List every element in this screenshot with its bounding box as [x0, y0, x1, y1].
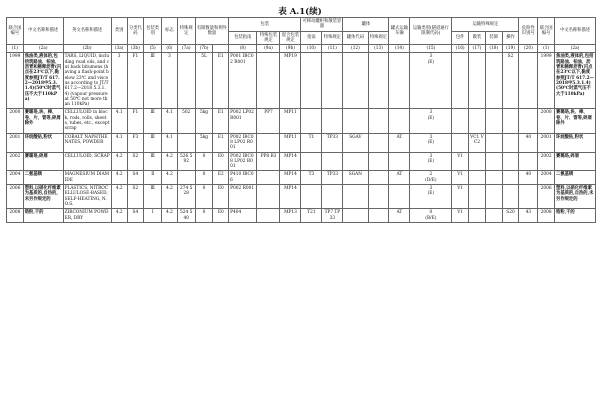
cell-s19	[502, 171, 519, 185]
cell-label: 4.2	[162, 171, 178, 185]
col-num: (15)	[410, 45, 452, 53]
cell-mp: MP13	[280, 209, 301, 223]
h-tankveh: 罐体	[343, 18, 389, 32]
cell-en: CELLULOID in block, rods, rolls, sheets, tubes, etc., except scrap	[64, 110, 110, 132]
cell-sp: 526 592	[177, 152, 195, 171]
cell-un2: 2004	[538, 171, 555, 185]
cell-code: F1	[127, 53, 144, 109]
cell-tks	[368, 185, 389, 209]
h-tankveh-special: 特殊规定	[368, 31, 389, 45]
col-num: (5)	[144, 45, 162, 53]
cell-sp: 524 540	[177, 209, 195, 223]
cell-tks	[368, 53, 389, 109]
cell-s19	[502, 133, 519, 152]
cell-pg: Ⅲ	[144, 53, 162, 109]
cell-lq: 0	[195, 171, 213, 185]
cell-un: 1999	[7, 53, 24, 109]
cell-veh	[389, 109, 410, 133]
cell-label: 4.1	[162, 133, 178, 152]
cell-cn: 环烷酸钴,粉状	[23, 133, 63, 152]
col-num: (11)	[322, 45, 343, 53]
cell-tks	[368, 152, 389, 171]
col-num: (16)	[452, 45, 469, 53]
cell-cn2: 二氨基镁	[555, 171, 596, 185]
cell-s16	[452, 53, 469, 109]
cell-pg: Ⅲ	[144, 185, 162, 209]
cell-en: MAGNESIUM DIAMIDE	[63, 171, 111, 185]
col-num: (1)	[7, 45, 24, 53]
cell-s18	[485, 209, 502, 223]
col-num: (3b)	[127, 45, 144, 53]
col-num: (2a)	[23, 45, 63, 53]
cell-ps	[257, 53, 280, 109]
cell-s16: V1	[452, 171, 469, 185]
cell-cat: 3 (E)	[410, 185, 452, 209]
col-num: (9a)	[257, 45, 280, 53]
cell-label: 4.2	[162, 185, 178, 209]
cell-en: COBALT NAPHTHENATES, POWDER	[63, 133, 111, 152]
cell-ts	[322, 185, 343, 209]
cell-sp	[177, 53, 195, 109]
h-label: 标志	[162, 18, 178, 45]
table-row	[7, 185, 596, 209]
col-num: (20)	[519, 45, 538, 53]
cell-mp: MP11	[280, 109, 301, 133]
col-num: (14)	[389, 45, 410, 53]
cell-s18	[485, 185, 502, 209]
cell-ti	[301, 53, 322, 109]
col-num: (6)	[162, 45, 178, 53]
h-mixed: 混合包装规定	[281, 32, 300, 43]
cell-tc	[343, 152, 368, 171]
cell-ps	[257, 133, 280, 152]
cell-tc: SGAN	[343, 171, 368, 185]
cell-s17	[469, 185, 486, 209]
col-num: (7a)	[177, 45, 195, 53]
table-row	[7, 109, 596, 133]
cell-cat: 3 (E)	[410, 109, 452, 133]
cell-s16: V1	[452, 152, 469, 171]
h-transport-cat: 运输类别(隧道通行限制代码)	[410, 18, 452, 45]
cell-cls: 4.2	[111, 209, 127, 223]
cell-code: S2	[127, 152, 144, 171]
h-class-code: 分类代码	[127, 18, 144, 45]
cell-mp: MP19	[280, 53, 301, 109]
h-tankveh-code: 罐体代码	[343, 31, 368, 45]
cell-cn: 赛璐珞,块、棒、卷、片、管等,碎屑除外	[23, 109, 63, 133]
cell-un: 2001	[7, 133, 24, 152]
table-row	[7, 152, 596, 171]
col-num: (7b)	[195, 45, 213, 53]
cell-un2: 2008	[538, 209, 555, 223]
cell-cn2: 锆粉,干的	[555, 209, 596, 223]
cell-tc	[343, 109, 368, 133]
cell-label: 4.1	[162, 109, 178, 133]
cell-ps	[257, 171, 280, 185]
cell-pg: Ⅲ	[144, 152, 162, 171]
column-number-row	[7, 45, 596, 53]
cell-ps: PP7	[257, 109, 280, 133]
h-transport-special: 运输特殊规定	[452, 18, 519, 32]
cell-s16: V1	[452, 209, 469, 223]
cell-un2: 2000	[538, 109, 555, 133]
cell-ts: TP7 TP33	[322, 209, 343, 223]
cell-s18	[485, 53, 502, 109]
cell-pi: P410 IBC06	[229, 171, 257, 185]
col-num: (9b)	[280, 45, 301, 53]
cell-tc	[343, 209, 368, 223]
cell-cn: 二氨基镁	[23, 171, 63, 185]
cell-ti	[301, 185, 322, 209]
col-num: (12)	[343, 45, 368, 53]
cell-hid: 40	[519, 133, 538, 152]
cell-ts: TP33	[322, 133, 343, 152]
cell-s17	[469, 171, 486, 185]
cell-cls: 4.1	[111, 109, 127, 133]
cell-cat: 0 (B/E)	[410, 209, 452, 223]
cell-s19	[502, 185, 519, 209]
cell-cls: 3	[111, 53, 127, 109]
cell-en: CELLULOID, SCRAP	[63, 152, 111, 171]
cell-veh: AT	[389, 171, 410, 185]
cell-cat: 2 (D/E)	[410, 171, 452, 185]
cell-lq: 5kg	[195, 109, 213, 133]
cell-hid	[519, 152, 538, 171]
col-num: (18)	[485, 45, 502, 53]
col-num: (2b)	[63, 45, 111, 53]
h-limited: 有限数量和例外数量	[195, 18, 229, 45]
cell-sp: 502	[177, 109, 195, 133]
cell-label: 3	[162, 53, 178, 109]
h-pack-inst: 包装指南	[229, 31, 257, 45]
cell-mp: MP14	[280, 185, 301, 209]
h-packing: 包装	[229, 18, 301, 32]
cell-s16: V1	[452, 185, 469, 209]
dangerous-goods-table	[6, 17, 596, 223]
table-row	[7, 209, 596, 223]
cell-code: S4	[127, 209, 144, 223]
cell-s19: S2	[502, 53, 519, 109]
cell-ti	[301, 109, 322, 133]
cell-s19	[502, 109, 519, 133]
cell-pg: Ⅰ	[144, 209, 162, 223]
table-row	[7, 171, 596, 185]
cell-tc	[343, 185, 368, 209]
cell-sp: 274 528	[177, 185, 195, 209]
cell-s17	[469, 53, 486, 109]
cell-tks	[368, 171, 389, 185]
h-cn-name: 中文名称和描述	[23, 18, 63, 45]
col-num: (3a)	[111, 45, 127, 53]
cell-pi: P002 LP02 R001	[229, 109, 257, 133]
cell-ts	[322, 152, 343, 171]
cell-pi: P404	[229, 209, 257, 223]
h-class: 类别	[111, 18, 127, 45]
cell-lq: 0	[195, 185, 213, 209]
cell-en: ZIRCONIUM POWDER, DRY	[63, 209, 111, 223]
cell-un2: 2002	[538, 152, 555, 171]
cell-pi: P002 IBC08 LP02 R001	[229, 133, 257, 152]
cell-cn2: 赛璐珞,碎屑	[555, 152, 596, 171]
cell-s17	[469, 209, 486, 223]
cell-s16	[452, 133, 469, 152]
cell-eq: E0	[213, 209, 229, 223]
cell-s19	[502, 152, 519, 171]
table-row	[7, 53, 596, 109]
col-num: (2a)	[555, 45, 596, 53]
cell-pg: Ⅱ	[144, 171, 162, 185]
h-vehicle: 罐式运输车辆	[389, 18, 410, 45]
cell-tc: SGAV	[343, 133, 368, 152]
h-ts-pkg: 包件	[452, 31, 469, 45]
cell-un2: 2006	[538, 185, 555, 209]
cell-eq: E1	[213, 53, 229, 109]
h-packing-group: 包装类别	[144, 18, 162, 45]
h-ts-op: 操作	[502, 31, 519, 45]
cell-s16	[452, 109, 469, 133]
cell-tc	[343, 53, 368, 109]
cell-ps	[257, 209, 280, 223]
h-tank-special: 特殊规定	[322, 31, 343, 45]
cell-pg: Ⅲ	[144, 133, 162, 152]
cell-cn: 锆粉,干的	[23, 209, 63, 223]
h-en-name: 英文名称和描述	[63, 18, 111, 45]
cell-hid	[519, 109, 538, 133]
cell-eq: E0	[213, 185, 229, 209]
h-ts-load: 装卸	[485, 31, 502, 45]
h-un-no-2: 联合国编号	[538, 18, 555, 45]
h-cn-name-2: 中文名称和描述	[555, 18, 596, 45]
cell-cls: 4.2	[111, 152, 127, 171]
h-ts-bulk: 散装	[469, 31, 486, 45]
cell-veh	[389, 152, 410, 171]
cell-code: S4	[127, 171, 144, 185]
cell-code: S2	[127, 185, 144, 209]
cell-un2: 1999	[538, 53, 555, 109]
cell-cn2: 环烷酸钴,粉状	[555, 133, 596, 152]
cell-ti: T21	[301, 209, 322, 223]
cell-hid: 40	[519, 171, 538, 185]
h-tank-inst: 指南	[301, 31, 322, 45]
cell-ti	[301, 152, 322, 171]
table-title: 表 A.1(续)	[278, 7, 322, 17]
cell-cn2: 焦油类,液体的,包括筑路油、柏油、沥青和稀释沥青(闪点在23℃以下,黏度参照JT/T 617.2—2018中5.3.1.4)(50℃时蒸气压不大于110kPa)	[555, 53, 596, 109]
cell-cn2: 塑料,以硝化纤维素为基质的,自热的,未另作规定的	[555, 185, 596, 209]
cell-code: F1	[127, 109, 144, 133]
cell-un: 2004	[7, 171, 24, 185]
cell-lq: 0	[195, 152, 213, 171]
cell-s17	[469, 109, 486, 133]
cell-cat: 3 (E)	[410, 152, 452, 171]
cell-eq: E2	[213, 171, 229, 185]
cell-hid: 43	[519, 209, 538, 223]
cell-cls: 4.2	[111, 171, 127, 185]
cell-ts	[322, 109, 343, 133]
cell-cls: 4.2	[111, 185, 127, 209]
cell-lq: 0	[195, 209, 213, 223]
cell-un: 2000	[7, 109, 24, 133]
cell-veh: AT	[389, 209, 410, 223]
cell-un: 2006	[7, 185, 24, 209]
cell-un: 2008	[7, 209, 24, 223]
cell-cat: 3 (E)	[410, 133, 452, 152]
col-num: (8)	[229, 45, 257, 53]
col-num: (10)	[301, 45, 322, 53]
cell-veh	[389, 53, 410, 109]
cell-tks	[368, 209, 389, 223]
cell-sp	[177, 133, 195, 152]
col-num: (13)	[368, 45, 389, 53]
cell-ti: T3	[301, 171, 322, 185]
cell-veh: AT	[389, 133, 410, 152]
h-pack-special: 特殊包装规定	[257, 31, 280, 45]
cell-tks	[368, 109, 389, 133]
cell-label: 4.2	[162, 152, 178, 171]
cell-cn: 焦油类,液体的,包括筑路油、柏油、沥青和稀释沥青(闪点在23℃以下,黏度参照JT/T 617.2—2018中5.3.1.4)(50℃时蒸气压不大于110kPa)	[23, 53, 63, 109]
cell-ps: PP8 B3	[257, 152, 280, 171]
header-row-1	[7, 18, 596, 32]
h-un-no: 联合国编号	[7, 18, 24, 45]
cell-pg: Ⅲ	[144, 109, 162, 133]
cell-hid	[519, 53, 538, 109]
cell-hid	[519, 185, 538, 209]
cell-s18	[485, 152, 502, 171]
cell-un2: 2001	[538, 133, 555, 152]
cell-en: PLASTICS, NITROCELLULOSE-BASED, SELF-HEATING, N.O.S.	[63, 185, 111, 209]
cell-s18	[485, 133, 502, 152]
cell-code: F3	[127, 133, 144, 152]
cell-tks	[368, 133, 389, 152]
cell-cn: 塑料,以硝化纤维素为基质的,自热的,未另作规定的	[23, 185, 63, 209]
cell-mp: MP14	[280, 152, 301, 171]
h-tank: 可移动罐柜和散装容器	[302, 19, 342, 30]
cell-cls: 4.1	[111, 133, 127, 152]
cell-pi: P002 IBC08 LP02 R001	[229, 152, 257, 171]
cell-cn2: 赛璐珞,块、棒、卷、片、管等,碎屑除外	[555, 109, 596, 133]
col-num: (1)	[538, 45, 555, 53]
h-special: 特殊规定	[177, 18, 195, 45]
h-hazard-id: 危险性识别号	[519, 18, 538, 45]
col-num	[213, 45, 229, 53]
cell-eq: E0	[213, 152, 229, 171]
cell-eq: E1	[213, 133, 229, 152]
cell-lq: 5L	[195, 53, 213, 109]
cell-s18	[485, 109, 502, 133]
cell-lq: 5kg	[195, 133, 213, 152]
cell-eq: E1	[213, 109, 229, 133]
cell-un: 2002	[7, 152, 24, 171]
cell-s18	[485, 171, 502, 185]
cell-s19: S20	[502, 209, 519, 223]
cell-mp: MP14	[280, 171, 301, 185]
cell-pi: P001 IBC02 R001	[229, 53, 257, 109]
cell-sp	[177, 171, 195, 185]
cell-ti: T1	[301, 133, 322, 152]
cell-cn: 赛璐珞,碎屑	[23, 152, 63, 171]
cell-ps	[257, 185, 280, 209]
cell-cat: 3 (E)	[410, 53, 452, 109]
cell-ts	[322, 53, 343, 109]
cell-veh	[389, 185, 410, 209]
table-body	[7, 53, 596, 222]
cell-s17	[469, 152, 486, 171]
cell-ts: TP33	[322, 171, 343, 185]
cell-s17: VC1 VC2	[469, 133, 486, 152]
cell-mp: MP11	[280, 133, 301, 152]
col-num: (17)	[469, 45, 486, 53]
cell-label: 4.2	[162, 209, 178, 223]
cell-pi: P002 R001	[229, 185, 257, 209]
table-row	[7, 133, 596, 152]
cell-en: TARS, LIQUID, including road oils, and cut back bitumens (having a flash-point below 23℃ and viscous according to JT/T 617.2—2018 5.3.1.4) (vapour pressure at 50℃ not more than 110kPa)	[63, 53, 111, 109]
col-num: (19)	[502, 45, 519, 53]
